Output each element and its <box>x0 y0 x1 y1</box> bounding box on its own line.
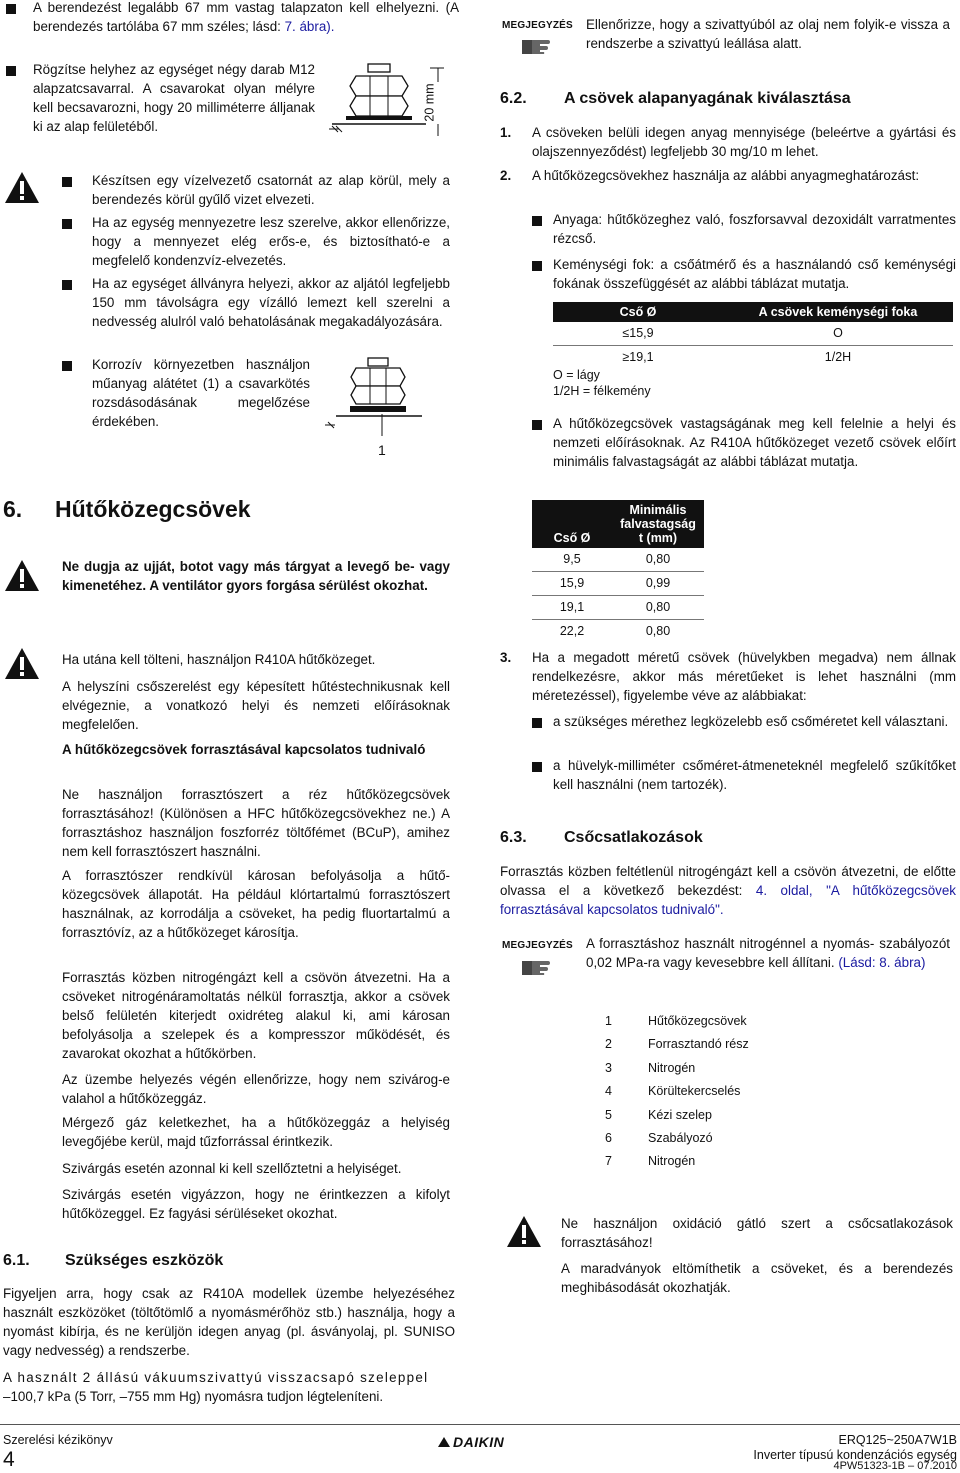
warning-item-4: Korrozív környezetben használjon műanyag alátétet (1) a csavarkötés rozsdásodásának megelőzése érdekében. <box>92 357 310 429</box>
daikin-logo <box>437 1434 504 1450</box>
table-header-row <box>532 500 704 548</box>
bullet-thickness: A hűtőközegcsövek vastagságának meg kell felelnie a helyi és nemzeti előírásoknak. Az R410A hűtőközeget vezető csövek előírt minimális falvastagságát az alábbi táblázat mutatja. <box>553 416 956 469</box>
footer-page-number: 4 <box>3 1448 15 1471</box>
paragraph-connections <box>500 862 956 919</box>
bullet-icon <box>62 280 72 290</box>
table-row <box>532 548 704 572</box>
section-6-title: Hűtőközegcsövek <box>55 496 251 522</box>
footer-model: ERQ125~250A7W1B <box>838 1433 957 1447</box>
paragraph-vacuum-pump-1: A használt 2 állású vákuumszivattyú visszacsapó szeleppel <box>3 1370 429 1385</box>
legend-text: Forrasztandó rész <box>648 1037 749 1052</box>
list-item <box>605 1082 749 1105</box>
intro-text-1: A berendezést legalább 67 mm vastag talapzaton kell elhelyezni. (A berendezés tartólába 67 mm széles; lásd: <box>33 0 459 34</box>
bullet-material: Anyaga: hűtőközeghez való, foszforsavval dezoxidált varratmentes rézcső. <box>553 212 956 246</box>
warning-icon <box>3 170 41 206</box>
footer-manual-title: Szerelési kézikönyv <box>3 1433 113 1447</box>
bullet-icon <box>532 420 542 430</box>
footer-rule <box>0 1424 960 1425</box>
section-6-3-number: 6.3. <box>500 829 527 846</box>
legend-text: Szabályozó <box>648 1130 713 1145</box>
bullet-icon <box>62 177 72 187</box>
fan-warning-text: Ne dugja az ujját, botot vagy más tárgyat a levegő be- vagy kimenetéhez. A ventilátor gyors forgása sérülést okozhat. <box>62 559 450 593</box>
note-oil-backflow: Ellenőrizze, hogy a szivattyúból az olaj nem folyik-e vissza a rendszerbe a szivattyú leállása alatt. <box>586 17 950 51</box>
legend-number: 4 <box>605 1084 612 1099</box>
paragraph-toxic-gas: Mérgező gáz keletkezhet, ha a hűtőközeggáz a helyiség levegőjébe kerül, majd tűzforrással érintkezik. <box>62 1115 450 1149</box>
table-cell: 1/2H <box>824 350 852 364</box>
column-header-min-thickness: Minimális falvastagság t (mm) <box>612 500 704 548</box>
note-nitrogen-pressure <box>586 934 950 972</box>
residue-warning: A maradványok eltömíthetik a csöveket, és a berendezés meghibásodását okozhatják. <box>561 1261 953 1295</box>
bullet-icon <box>6 4 16 14</box>
legend-number: 1 <box>605 1014 612 1028</box>
column-header-hardness: A csövek keménységi foka <box>723 302 953 322</box>
paragraph-refrigerant: Ha utána kell tölteni, használjon R410A hűtőközeget. <box>62 652 376 667</box>
bullet-icon <box>532 762 542 772</box>
table-row <box>553 346 953 370</box>
warning-item-2: Ha az egység mennyezetre lesz szerelve, akkor ellenőrizze, hogy a mennyezet elég erős-e, és biztosítható-e a megfelelő kondenzvíz-elvezetés. <box>92 215 450 268</box>
note-label: MEGJEGYZÉS <box>502 940 573 951</box>
table-header-row <box>553 302 953 322</box>
paragraph-frostbite: Szivárgás esetén vigyázzon, hogy ne érintkezzen a kifolyt hűtőközeggel. Ez fagyási sérüléseket okozhat. <box>62 1187 450 1221</box>
legend-text: Hűtőközegcsövek <box>648 1014 747 1028</box>
legend-number: 3 <box>605 1060 612 1075</box>
list-item-pipe-sizes: Ha a megadott méretű csövek (hüvelykben megadva) nem állnak rendelkezésre, akkor más méretűeket is lehet használni (mm méretezéssel), figyelembe véve az alábbiakat: <box>532 650 956 703</box>
list-item <box>605 1129 749 1152</box>
legend-number: 6 <box>605 1130 612 1145</box>
list-item-material-spec: A hűtőközegcsövekhez használja az alábbi anyagmeghatározást: <box>532 168 920 183</box>
list-item <box>605 1152 749 1175</box>
brazing-note-link[interactable]: 4. oldal, "A hűtőközegcsövek forrasztásával kapcsolatos tudnivaló". <box>500 883 956 917</box>
bullet-icon <box>62 361 72 371</box>
section-6-3-title: Csőcsatlakozások <box>564 829 703 846</box>
table-cell: 0,80 <box>612 596 704 620</box>
figure-legend <box>605 1012 749 1176</box>
brand-name: DAIKIN <box>453 1433 505 1450</box>
hardness-legend-soft: O = lágy <box>553 368 600 382</box>
legend-text: Nitrogén <box>648 1154 696 1169</box>
list-number-1: 1. <box>500 125 512 140</box>
paragraph-vacuum-pump-2: –100,7 kPa (5 Torr, –755 mm Hg) nyomásra tudjon légteleníteni. <box>3 1389 384 1404</box>
legend-text: Körültekercselés <box>648 1084 741 1099</box>
pointing-hand-icon <box>520 955 552 977</box>
list-item <box>605 1012 749 1035</box>
warning-item-1: Készítsen egy vízelvezető csatornát az alap körül, mely a berendezés körül gyűlő vizet elvezeti. <box>92 173 450 207</box>
section-6-2-number: 6.2. <box>500 90 527 107</box>
antioxidant-warning: Ne használjon oxidáció gátló szert a csőcsatlakozások forrasztásához! <box>561 1216 953 1250</box>
column-header-diameter: Cső Ø <box>553 302 723 322</box>
warning-icon <box>505 1214 543 1250</box>
legend-text: Nitrogén <box>648 1060 696 1075</box>
paragraph-nitrogen: Forrasztás közben nitrogéngázt kell a csövön átvezetni. Ha a csöveket nitrogénáramoltatás nélkül forrasztja, akkor a csövek belső felületén kiterjedt oxidréteg alakul ki, ami károsan befolyásolja a szelepek és a kompresszor működését, és zavarokat okozhat a hűtőkörben. <box>62 970 450 1061</box>
paragraph-flux-damage: A forrasztószer rendkívül károsan befolyásolja a hűtő- közegcsövek állapotát. Ha például klórtartalmú forrasztószert használnak, az korrodálja a csöveket, ha pedig fluortartalmú a forrasztóvíz, az a hűtőközeget károsítja. <box>62 868 450 940</box>
bullet-icon <box>62 219 72 229</box>
section-6-1-number: 6.1. <box>3 1252 30 1269</box>
figure-callout-1: 1 <box>378 442 386 458</box>
table-cell: 22,2 <box>559 624 585 638</box>
bullet-icon <box>532 718 542 728</box>
connections-text: Forrasztás közben feltétlenül nitrogéngázt kell a csövön átvezetni, de előtte olvassa el a következő bekezdést: <box>500 864 956 898</box>
warning-icon <box>3 558 41 594</box>
section-6-number: 6. <box>3 496 23 522</box>
intro-item-2: Rögzítse helyhez az egységet négy darab M12 alapzatcsavarral. A csavarokat olyan mélyre kell becsavarozni, hogy 20 milliméterre álljanak ki az alap felületéből. <box>33 62 315 134</box>
hardness-table <box>553 302 953 369</box>
brazing-heading: A hűtőközegcsövek forrasztásával kapcsolatos tudnivaló <box>62 742 426 757</box>
bullet-icon <box>532 216 542 226</box>
paragraph-ventilate: Szivárgás esetén azonnal ki kell szellőztetni a helyiséget. <box>62 1161 402 1176</box>
section-6-2-title: A csövek alapanyagának kiválasztása <box>564 90 851 107</box>
bullet-nearest-size: a szükséges mérethez legközelebb eső csőméretet kell választani. <box>553 714 949 729</box>
pointing-hand-icon <box>520 34 552 56</box>
table-row <box>532 596 704 620</box>
paragraph-flux: Ne használjon forrasztószert a réz hűtőközegcsövek forrasztásához! (Különösen a HFC hűtőközegcsövekhez ne.) A forrasztáshoz használjon foszforréz töltőfémet (BCuP), amihez nem kell forrasztószert használni. <box>62 787 450 859</box>
legend-number: 5 <box>605 1107 612 1122</box>
list-item <box>605 1059 749 1082</box>
list-item <box>605 1035 749 1058</box>
dimension-label: 20 mm <box>422 83 437 122</box>
note-label: MEGJEGYZÉS <box>502 20 573 31</box>
bullet-reducers: a hüvelyk-milliméter csőméret-átmeneteknél megfelelő szűkítőket kell használni (nem tartozék). <box>553 758 956 792</box>
paragraph-technician: A helyszíni csőszerelést egy képesített hűtéstechnikusnak kell elvégeznie, a vonatkozó helyi és nemzeti előírásoknak megfelelően. <box>62 679 450 732</box>
thickness-table <box>532 500 704 643</box>
list-item <box>605 1106 749 1129</box>
list-item-foreign-matter: A csöveken belüli idegen anyag mennyisége (beleértve a gyártási és olajszennyeződést) legfeljebb 30 mg/10 m lehet. <box>532 125 956 159</box>
table-cell: 0,80 <box>645 624 671 638</box>
warning-icon <box>3 646 41 682</box>
table-cell: 0,80 <box>612 548 704 572</box>
intro-item-1 <box>33 0 459 36</box>
legend-number: 7 <box>605 1154 612 1169</box>
footer-product: Inverter típusú kondenzációs egység <box>753 1448 957 1462</box>
bullet-hardness: Keménységi fok: a csőátmérő és a használandó cső keménységi fokának összefüggését az alábbi táblázat mutatja. <box>553 257 956 291</box>
figure-7-link[interactable]: 7. ábra). <box>284 19 335 34</box>
section-6-1-title: Szükséges eszközök <box>65 1252 224 1269</box>
table-cell: ≥19,1 <box>622 350 654 364</box>
list-number-3: 3. <box>500 650 512 665</box>
table-cell: 19,1 <box>532 596 612 620</box>
paragraph-leak-check: Az üzembe helyezés végén ellenőrizze, hogy nem szivárog-e valahol a hűtőközeggáz. <box>62 1072 450 1106</box>
warning-item-3: Ha az egységet állványra helyezi, akkor az aljától legfeljebb 150 mm távolságra egy vízálló lemezt kell szerelni a nedvesség alulról való behatolásának megakadályozására. <box>92 276 450 329</box>
table-row <box>532 620 704 644</box>
table-row <box>553 322 953 346</box>
paragraph-tools: Figyeljen arra, hogy csak az R410A modellek üzembe helyezéséhez használt eszközöket (töltőtömlő a nyomásmérőhöz stb.) használja, hogy a nyomást kibírja, és ne kerüljön idegen anyag (pl. ásványolaj, pl. SUNISO vagy nedvesség) a rendszerbe. <box>3 1286 455 1358</box>
table-cell: ≤15,9 <box>553 322 723 346</box>
table-cell: 9,5 <box>532 548 612 572</box>
washer-figure <box>322 356 454 452</box>
bullet-icon <box>532 261 542 271</box>
figure-8-link[interactable]: (Lásd: 8. ábra) <box>838 955 926 970</box>
table-cell: 15,9 <box>532 572 612 596</box>
table-row <box>532 572 704 596</box>
column-header-diameter: Cső Ø <box>532 500 612 548</box>
list-number-2: 2. <box>500 168 512 183</box>
bullet-icon <box>6 66 16 76</box>
table-cell: 0,99 <box>612 572 704 596</box>
legend-text: Kézi szelep <box>648 1107 712 1122</box>
table-cell: O <box>723 322 953 346</box>
footer-code: 4PW51323-1B – 07.2010 <box>833 1460 957 1472</box>
legend-number: 2 <box>605 1037 612 1052</box>
nitrogen-pressure-text: A forrasztáshoz használt nitrogénnel a nyomás- szabályozót 0,02 MPa-ra vagy kevesebbre kell állítani. <box>586 936 950 970</box>
hardness-legend-half-hard: 1/2H = félkemény <box>553 384 651 398</box>
